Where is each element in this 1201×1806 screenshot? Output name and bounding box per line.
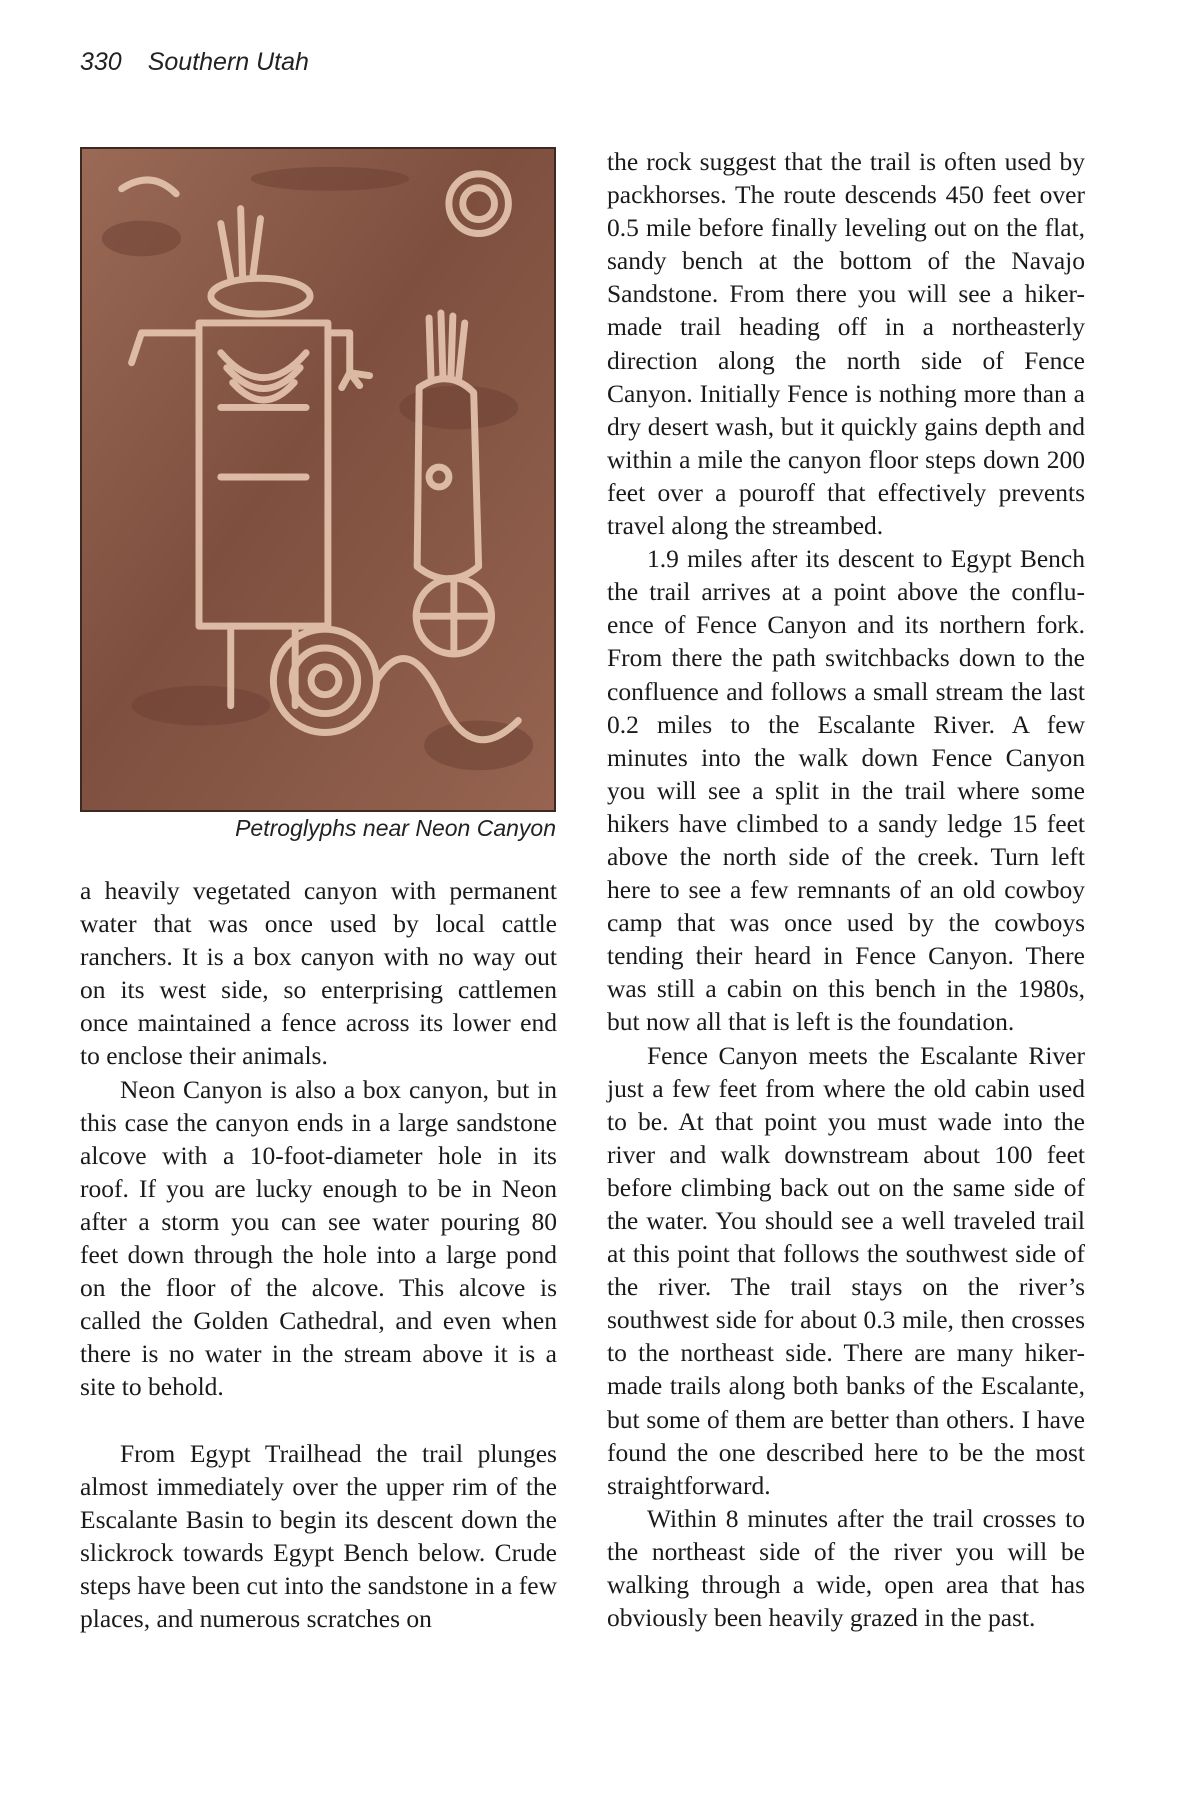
- paragraph: the rock suggest that the trail is often used by packhorses. The route descends 450 feet over 0.5 mile before finally leveling out on the flat, sandy bench at the bottom of the Navajo Sandstone. From there you will see a hiker-made trail heading off in a northeasterly direction along the north side of Fence Canyon. Initially Fence is nothing more than a dry desert wash, but it quickly gains depth and within a mile the canyon floor steps down 200 feet over a pouroff that effectively prevents travel along the streambed.: [607, 147, 1085, 541]
- paragraph: Neon Canyon is also a box canyon, but in this case the canyon ends in a large sandstone alcove with a 10-foot-diameter hole in its roof. If you are lucky enough to be in Neon after a storm you can see water pouring 80 feet down through the hole into a large pond on the floor of the alcove. This alcove is called the Golden Cathedral, and even when there is no water in the stream above it is a site to behold.: [80, 1074, 557, 1402]
- running-title: Southern Utah: [147, 48, 309, 76]
- page-number: 330: [80, 48, 122, 76]
- figure-caption: Petroglyphs near Neon Canyon: [235, 815, 556, 841]
- running-header: [80, 48, 309, 77]
- left-column: [80, 874, 557, 1635]
- paragraph: From Egypt Trailhead the trail plunges almost immediately over the upper rim of the Escalante Basin to begin its descent down the slickrock towards Egypt Bench below. Crude steps have been cut into the sandstone in a few places, and numerous scratches on: [80, 1438, 557, 1634]
- paragraph: a heavily vegetated canyon with permanent water that was once used by local cattle ranchers. It is a box canyon with no way out on its west side, so enterprising cattlemen once maintained a fence across its lower end to enclose their animals.: [80, 876, 557, 1071]
- petroglyph-photo-icon: [80, 147, 556, 812]
- paragraph: 1.9 miles after its descent to Egypt Bench the trail arrives at a point above the confluence of Fence Canyon and its northern fork. From there the path switchbacks down to the confluence and follows a small stream the last 0.2 miles to the Escalante River. A few minutes into the walk down Fence Canyon you will see a split in the trail where some hikers have climbed to a sandy ledge 15 feet above the north side of the creek. Turn left here to see a few remnants of an old cowboy camp that was once used by the cowboys tending their heard in Fence Canyon. There was still a cabin on this bench in the 1980s, but now all that is left is the foundation.: [607, 544, 1085, 1037]
- paragraph: Within 8 minutes after the trail crosses to the northeast side of the river you will be walking through a wide, open area that has obviously been heavily grazed in the past.: [607, 1503, 1085, 1633]
- right-column: [607, 145, 1085, 1634]
- paragraph: Fence Canyon meets the Escalante River just a few feet from where the old cabin used to be. At that point you must wade into the river and walk downstream about 100 feet before climbing back out on the same side of the water. You should see a well traveled trail at this point that follows the southwest side of the river. The trail stays on the river’s southwest side for about 0.3 mile, then crosses to the northeast side. There are many hiker-made trails along both banks of the Escalante, but some of them are better than others. I have found the one described here to be the most straightforward.: [607, 1040, 1085, 1500]
